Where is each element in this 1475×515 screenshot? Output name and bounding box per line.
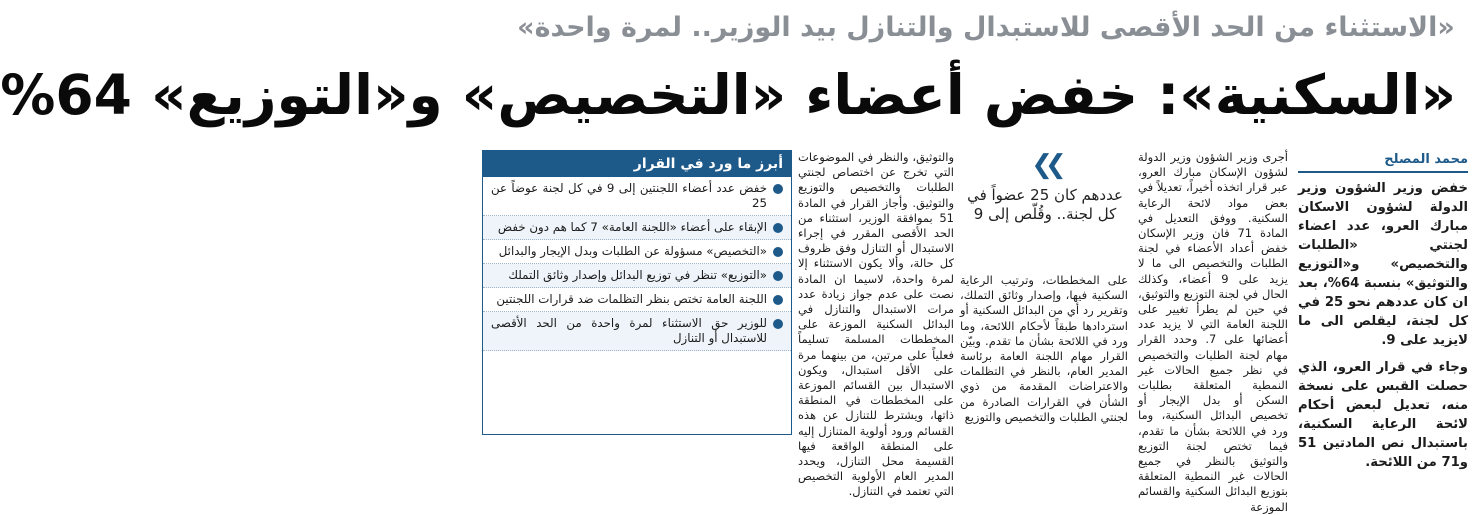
bullet-icon <box>773 271 783 281</box>
highlight-item <box>483 216 791 240</box>
body-column-3 <box>960 273 1128 433</box>
highlight-item <box>483 240 791 264</box>
highlights-list <box>483 177 791 351</box>
body-text-4: والتوثيق، والنظر في الموضوعات التي تخرج عن اختصاص لجنتي الطلبات والتخصيص والتوزيع والتوثيق. وأجاز القرار في المادة 51 بموافقة الوزير، استثناء من الحد الأقصى المقرر في إجراء الاستبدال أو التنازل وفق ظروف كل حالة، وألا يكون الاستثناء إلا لمرة واحدة، لاسيما ان المادة نصت على عدم جواز زيادة عدد مرات الاستبدال والتنازل في البدائل السكنية الموزعة على المخططات المسلمة تسليماً فعلياً على مرتين، من بينهما مرة على الأقل استبدال، ويكون الاستبدال بين القسائم الموزعة على المخططات في المنطقة ذاتها، ويشترط للتنازل عن هذه القسائم ورود أولوية المتنازل إليه على المنطقة الواقعة فيها القسيمة محل التنازل، ويحدد المدير العام الأولوية التخصيص التي تعتمد في التنازل. <box>798 150 954 499</box>
bullet-icon <box>773 319 783 329</box>
article-headline: «السكنية»: خفض أعضاء «التخصيص» و«التوزيع» 64% <box>0 63 1456 127</box>
highlight-text: للوزير حق الاستثناء لمرة واحدة من الحد الأقصى للاستبدال أو التنازل <box>491 316 767 345</box>
highlight-text: اللجنة العامة تختص بنظر التظلمات ضد قرارات اللجنتين <box>496 292 767 306</box>
highlight-text: خفض عدد أعضاء اللجنتين إلى 9 في كل لجنة عوضاً عن 25 <box>491 181 767 210</box>
highlights-box <box>482 150 792 435</box>
lead-paragraph: خفض وزير الشؤون وزير الدولة لشؤون الاسكان مبارك العرو، عدد اعضاء لجنتي «الطلبات والتخصيص» و«التوزيع والتوثيق» بنسبة 64%، بعد ان كان عددهم نحو 25 في كل لجنة، ليقلص الى ما لايزيد على 9. <box>1298 181 1468 348</box>
highlight-item <box>483 312 791 351</box>
bullet-icon <box>773 295 783 305</box>
pull-quote <box>962 150 1128 268</box>
highlight-text: «التوزيع» تنظر في توزيع البدائل وإصدار وثائق التملك <box>508 268 767 282</box>
bullet-icon <box>773 247 783 257</box>
article-subtitle: «الاستثناء من الحد الأقصى للاستبدال والتنازل بيد الوزير.. لمرة واحدة» <box>517 12 1455 43</box>
bullet-icon <box>773 223 783 233</box>
author-byline: محمد المصلح <box>1298 150 1468 173</box>
highlight-text: «التخصيص» مسؤولة عن الطلبات وبدل الإيجار والبدائل <box>498 244 767 258</box>
highlights-title: أبرز ما ورد في القرار <box>483 151 791 177</box>
body-text-2: أجرى وزير الشؤون وزير الدولة لشؤون الإسكان مبارك العرو، عبر قرار اتخذه أخيراً، تعديلاً في بعض مواد لائحة الرعاية السكنية. ووفق التعديل في المادة 71 فان وزير الإسكان خفض أعداد الأعضاء في لجنة الطلبات والتخصيص الى ما لا يزيد على 9 أعضاء، وكذلك الحال في لجنة التوزيع والتوثيق، في حين لم يطرأ تغيير على اللجنة العامة التي لا يزيد عدد أعضائها على 7. وحدد القرار مهام لجنة الطلبات والتخصيص في نظر جميع الحالات غير النمطية المتعلقة بطلبات السكن أو بدل الإيجار أو تخصيص البدائل السكنية، وما ورد في اللائحة بشأن ما تقدم، فيما تختص لجنة التوزيع والتوثيق بالنظر في جميع الحالات غير النمطية المتعلقة بتوزيع البدائل السكنية والقسائم الموزعة <box>1138 150 1288 514</box>
body-column-2 <box>1138 150 1288 514</box>
pull-quote-text: عددهم كان 25 عضواً في كل لجنة.. وقُلّص إلى 9 <box>967 186 1123 223</box>
highlight-text: الإبقاء على أعضاء «اللجنة العامة» 7 كما هم دون خفض <box>497 220 767 234</box>
highlight-item <box>483 177 791 216</box>
bullet-icon <box>773 184 783 194</box>
chevrons-icon: ❯❯ <box>1031 150 1059 180</box>
lead-paragraph-2: وجاء في قرار العرو، الذي حصلت القبس على نسخة منه، تعديل لبعض أحكام لائحة الرعاية السكنية، باستبدال نص المادتين 51 و71 من اللائحة. <box>1298 360 1468 470</box>
highlight-item <box>483 288 791 312</box>
highlight-item <box>483 264 791 288</box>
body-text-3: على المخططات، وترتيب الرعاية السكنية فيها، وإصدار وثائق التملك، وتقرير رد أي من البدائل السكنية أو استردادها طبقاً لأحكام اللائحة، وما ورد في اللائحة بشأن ما تقدم. وبيّن القرار مهام اللجنة العامة برئاسة المدير العام، بالنظر في التظلمات والاعتراضات المقدمة من ذوي الشأن في القرارات الصادرة من لجنتي الطلبات والتخصيص والتوزيع <box>960 273 1128 424</box>
lead-column <box>1298 150 1468 472</box>
body-column-4 <box>798 150 954 499</box>
